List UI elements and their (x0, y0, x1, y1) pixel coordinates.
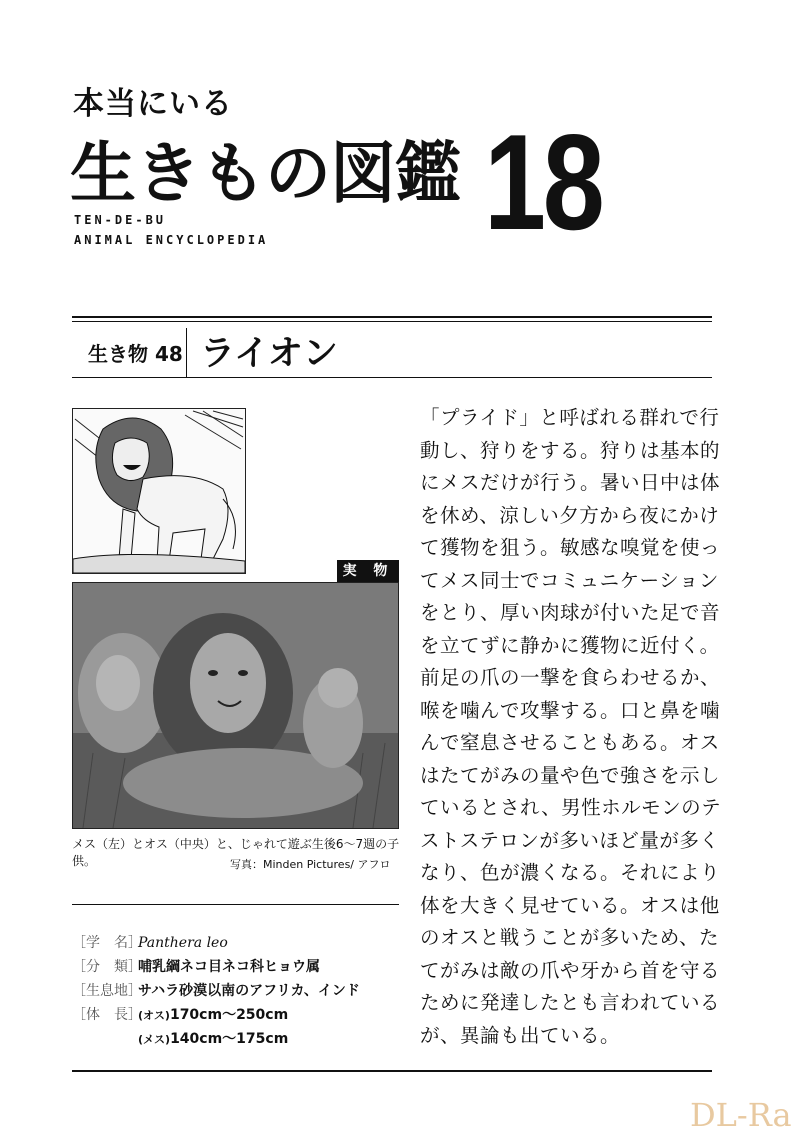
info-value: 170cm〜250cm (169, 1007, 289, 1023)
body-line: ストステロンが多いほど量が多く (420, 828, 720, 852)
section-title: ライオン (200, 334, 338, 374)
info-row-body-length-male (72, 1004, 288, 1024)
body-line: はたてがみの量や色で強さを示し (420, 763, 721, 787)
header-title: 生きもの図鑑 (70, 134, 460, 212)
header-subtitle: 本当にいる (73, 86, 233, 122)
info-key: ［生息地］ (72, 983, 142, 999)
body-line: ているとされ、男性ホルモンのテ (420, 796, 722, 819)
body-line: を休め、涼しい夕方から夜にかけ (420, 503, 720, 527)
photo-caption: メス（左）とオス（中央）と、じゃれて遊ぶ生後6〜7週の子供。 (72, 837, 400, 868)
info-row-body-length-female (72, 1028, 288, 1048)
body-line: てメス同士でコミュニケーション (420, 568, 719, 592)
body-line: て獲物を狙う。敏感な嗅覚を使っ (420, 536, 721, 559)
body-line: を立てずに静かに獲物に近付く。 (420, 633, 720, 657)
info-key: ［体 長］ (72, 1007, 142, 1023)
section-top-rule-thin (72, 321, 712, 322)
body-line: んで窒息させることもある。オス (420, 731, 720, 754)
section-bottom-rule (72, 377, 712, 378)
body-text (420, 402, 720, 1052)
body-line: にメスだけが行う。暑い日中は体 (420, 471, 721, 494)
photo-tag: 実 物 (337, 560, 399, 582)
info-key: ［学 名］ (72, 935, 142, 951)
info-row-classification (72, 956, 320, 976)
body-line: 「プライド」と呼ばれる群れで行 (420, 406, 720, 429)
watermark: DL-Ra (690, 1096, 792, 1134)
info-row-scientific-name (72, 932, 228, 952)
body-line: なり、色が濃くなる。それにより (420, 861, 721, 884)
volume-number: 18 (484, 106, 602, 258)
info-key: ［分 類］ (72, 959, 142, 975)
lion-photo (72, 582, 399, 829)
photo-credit: 写真：Minden Pictures/ アフロ (230, 858, 391, 871)
body-line: のオスと戦うことが多いため、た (420, 926, 720, 949)
body-line: 喉を噛んで攻撃する。口と鼻を噛 (420, 698, 721, 722)
info-unit: (メス) (138, 1033, 171, 1046)
body-line: 動し、狩りをする。狩りは基本的 (420, 438, 721, 462)
info-value: 哺乳綱ネコ目ネコ科ヒョウ属 (138, 959, 320, 975)
body-line: 体を大きく見せている。オスは他 (420, 893, 720, 917)
section-label: 生き物 48 (88, 342, 183, 366)
english-title-line2: ANIMAL ENCYCLOPEDIA (74, 233, 269, 247)
body-line: ために発達したとも言われている (420, 991, 721, 1014)
section-divider (186, 328, 187, 377)
info-value: サハラ砂漠以南のアフリカ、インド (138, 983, 360, 999)
english-title-line1: TEN-DE-BU (74, 213, 167, 227)
page-bottom-rule (72, 1070, 712, 1072)
section-top-rule (72, 316, 712, 318)
lion-illustration (72, 408, 246, 574)
info-value: 140cm〜175cm (170, 1031, 289, 1047)
info-row-habitat (72, 980, 360, 1000)
body-line: をとり、厚い肉球が付いた足で音 (420, 601, 721, 624)
info-unit: (オス) (138, 1009, 170, 1022)
body-line: 前足の爪の一撃を食らわせるか、 (420, 666, 721, 689)
info-value: Panthera leo (138, 935, 228, 951)
caption-rule (72, 904, 399, 905)
body-line: が、異論も出ている。 (420, 1023, 621, 1047)
body-line: てがみは敵の爪や牙から首を守る (420, 958, 721, 982)
